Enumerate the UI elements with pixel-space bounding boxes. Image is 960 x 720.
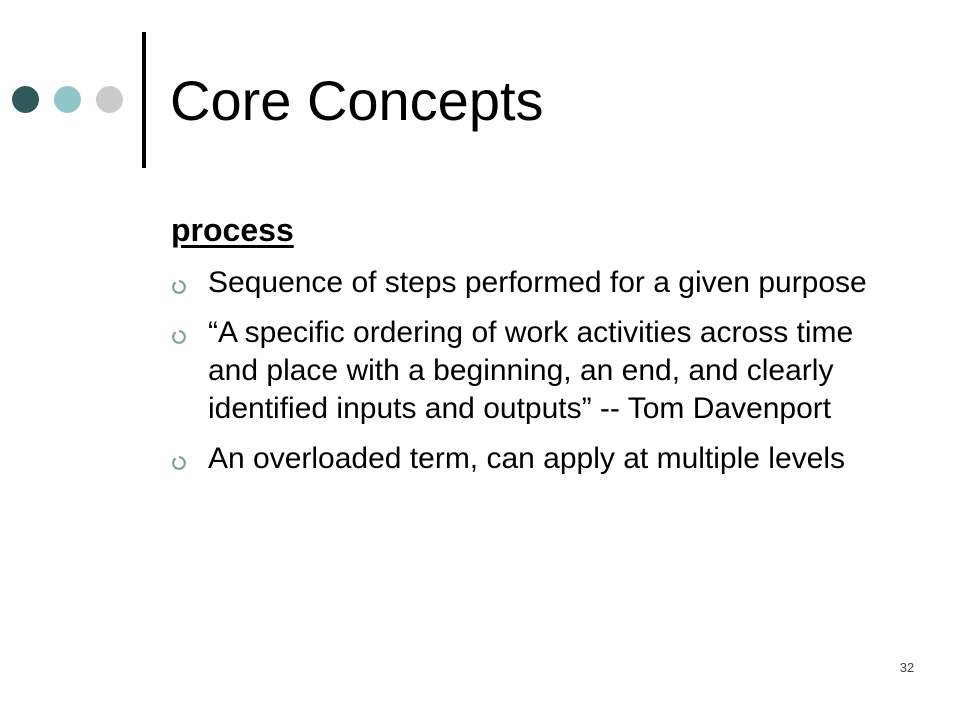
section-heading: process <box>171 212 294 248</box>
dot-dark-teal-icon <box>12 86 39 113</box>
ring-bullet-icon <box>171 329 187 345</box>
slide-title: Core Concepts <box>170 69 544 132</box>
bullet-item <box>171 440 891 478</box>
ring-bullet-icon <box>171 455 187 471</box>
bullet-list <box>171 264 891 490</box>
dot-light-teal-icon <box>54 86 81 113</box>
bullet-item <box>171 264 891 302</box>
bullet-text: “A specific ordering of work activities across time and place with a beginning, an end, and clearly identified inputs and outputs” -- Tom Davenport <box>208 316 854 425</box>
decorative-dots <box>12 86 132 114</box>
bullet-text: An overloaded term, can apply at multiple levels <box>208 442 846 475</box>
dot-gray-icon <box>96 86 123 113</box>
title-divider-line <box>142 32 146 168</box>
page-number: 32 <box>899 660 915 675</box>
bullet-item <box>171 314 891 428</box>
ring-bullet-icon <box>171 279 187 295</box>
bullet-text: Sequence of steps performed for a given purpose <box>208 266 867 299</box>
